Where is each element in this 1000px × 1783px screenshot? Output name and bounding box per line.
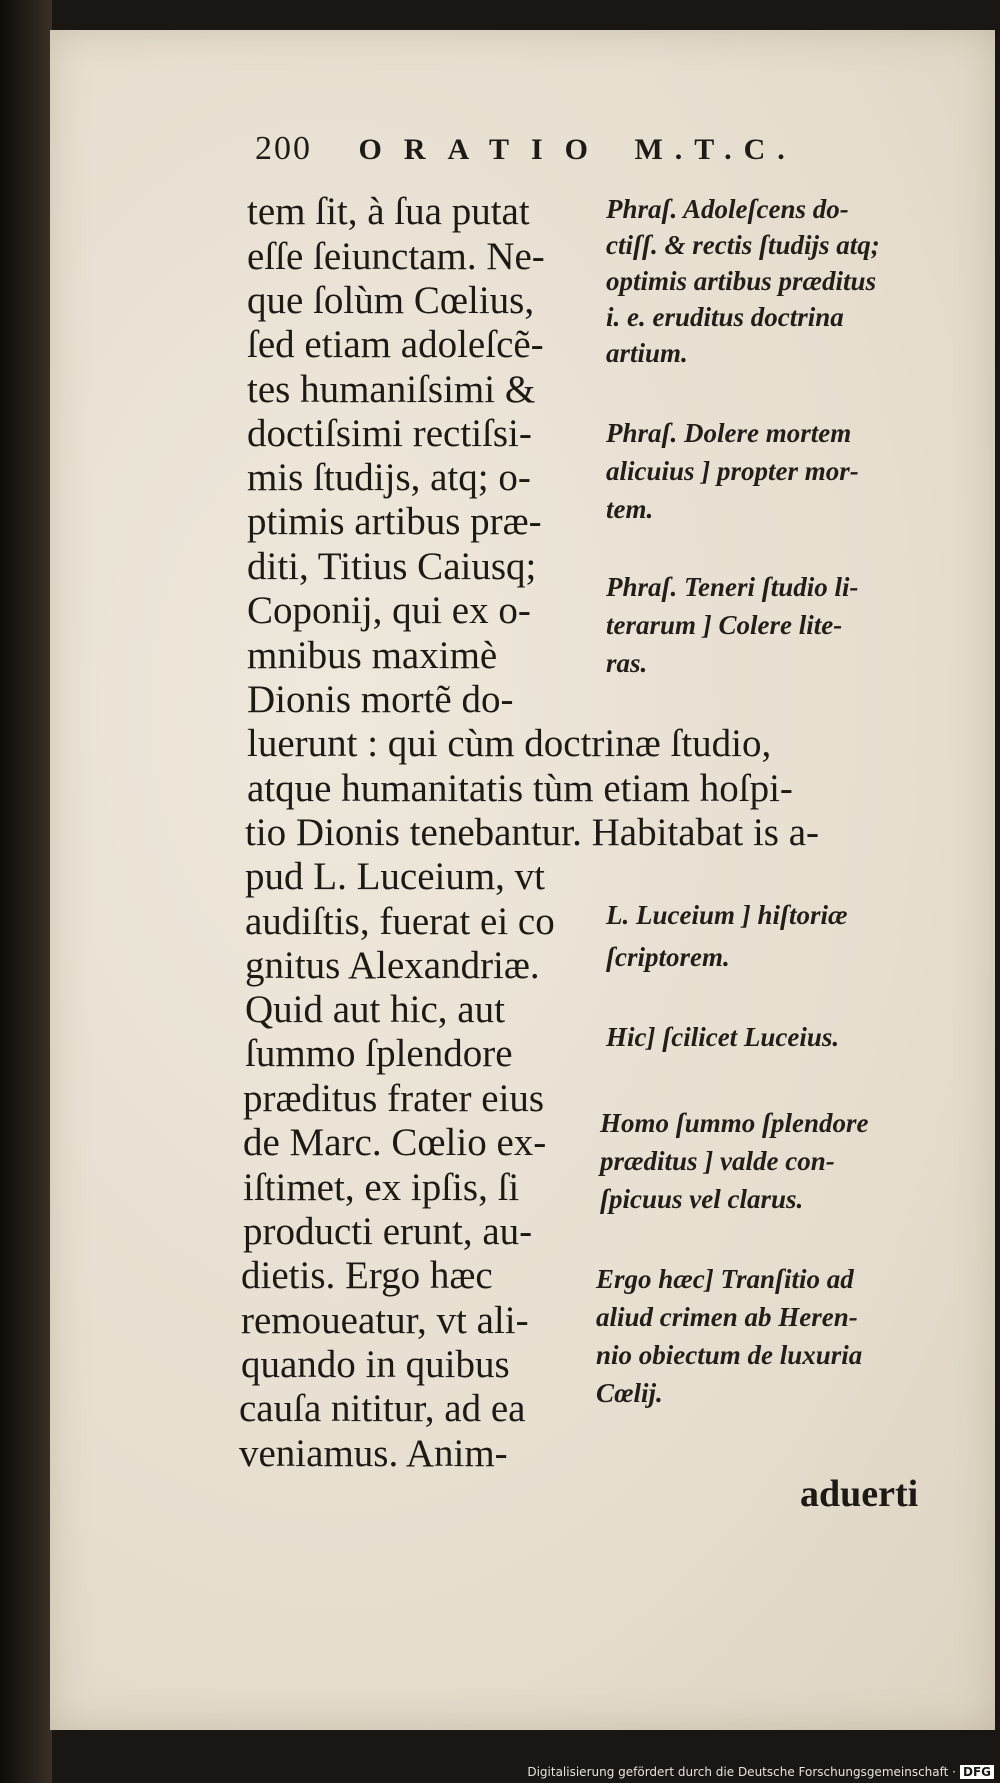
text-line: quando in quibus (241, 1343, 510, 1386)
note-line: Phraſ. Adoleſcens do- (606, 194, 849, 224)
text-line: ſed etiam adoleſcẽ- (247, 323, 544, 366)
text-line: ptimis artibus præ- (247, 500, 542, 543)
book-spine-shadow (0, 0, 52, 1783)
note-line: Homo ſummo ſplendore (600, 1108, 869, 1138)
note-line: L. Luceium ] hiſtoriæ (606, 900, 848, 930)
credit-text: Digitalisierung gefördert durch die Deutsche Forschungsgemeinschaft · (527, 1765, 956, 1779)
note-line: aliud crimen ab Heren- (596, 1302, 858, 1332)
note-line: Hic] ſcilicet Luceius. (606, 1022, 840, 1052)
text-line: mnibus maximè (247, 634, 498, 677)
note-line: Phraſ. Dolere mortem (606, 418, 852, 448)
text-line: ſummo ſplendore (245, 1032, 513, 1075)
author-initials: M.T.C. (634, 133, 797, 166)
text-line: diti, Titius Caiusq; (247, 545, 537, 588)
text-line: tes humaniſsimi & (247, 368, 536, 411)
text-line: doctiſsimi rectiſsi- (247, 412, 532, 455)
catchword: aduerti (800, 1473, 919, 1515)
text-line: pud L. Luceium, vt (245, 855, 546, 898)
dfg-logo: DFG (960, 1765, 994, 1779)
text-line: cauſa nititur, ad ea (239, 1387, 526, 1430)
text-line: dietis. Ergo hæc (241, 1254, 493, 1297)
note-line: præditus ] valde con- (600, 1146, 835, 1176)
note-line: nio obiectum de luxuria (596, 1340, 863, 1370)
text-line: de Marc. Cœlio ex- (243, 1121, 547, 1164)
text-line: producti erunt, au- (243, 1210, 533, 1253)
text-line: gnitus Alexandriæ. (245, 944, 540, 987)
text-line: tio Dionis tenebantur. Habitabat is a- (245, 811, 820, 854)
digitization-credit (527, 1765, 994, 1779)
text-line: Quid aut hic, aut (245, 988, 505, 1031)
text-line: iſtimet, ex ipſis, ſi (243, 1166, 520, 1209)
text-line: audiſtis, fuerat ei co (245, 900, 555, 943)
text-line: mis ſtudijs, atq; o- (247, 456, 531, 499)
page-number: 200 (255, 130, 312, 167)
running-header (255, 130, 797, 168)
note-line: Cœlij. (596, 1378, 663, 1408)
note-line: ctiſſ. & rectis ſtudijs atq; (606, 230, 880, 260)
note-line: tem. (606, 494, 654, 524)
note-line: Ergo hæc] Tranſitio ad (596, 1264, 854, 1294)
text-line: eſſe ſeiunctam. Ne- (247, 235, 545, 278)
text-line: que ſolùm Cœlius, (247, 279, 535, 322)
note-line: ſcriptorem. (606, 942, 730, 972)
running-title: ORATIO (358, 133, 610, 166)
text-line: præditus frater eius (243, 1077, 545, 1120)
note-line: Phraſ. Teneri ſtudio li- (606, 572, 859, 602)
note-line: ras. (606, 648, 648, 678)
text-line: luerunt : qui cùm doctrinæ ſtudio, (247, 722, 772, 765)
note-line: artium. (606, 338, 688, 368)
text-line: tem ſit, à ſua putat (247, 190, 530, 233)
note-line: optimis artibus præditus (606, 266, 877, 296)
text-line: atque humanitatis tùm etiam hoſpi- (247, 767, 793, 810)
text-line: Coponij, qui ex o- (247, 589, 531, 632)
text-line: Dionis mortẽ do- (247, 678, 514, 721)
note-line: i. e. eruditus doctrina (606, 302, 844, 332)
note-line: alicuius ] propter mor- (606, 456, 859, 486)
text-line: remoueatur, vt ali- (241, 1299, 529, 1342)
text-line: veniamus. Anim- (239, 1432, 508, 1475)
note-line: ſpicuus vel clarus. (600, 1184, 804, 1214)
note-line: terarum ] Colere lite- (606, 610, 843, 640)
